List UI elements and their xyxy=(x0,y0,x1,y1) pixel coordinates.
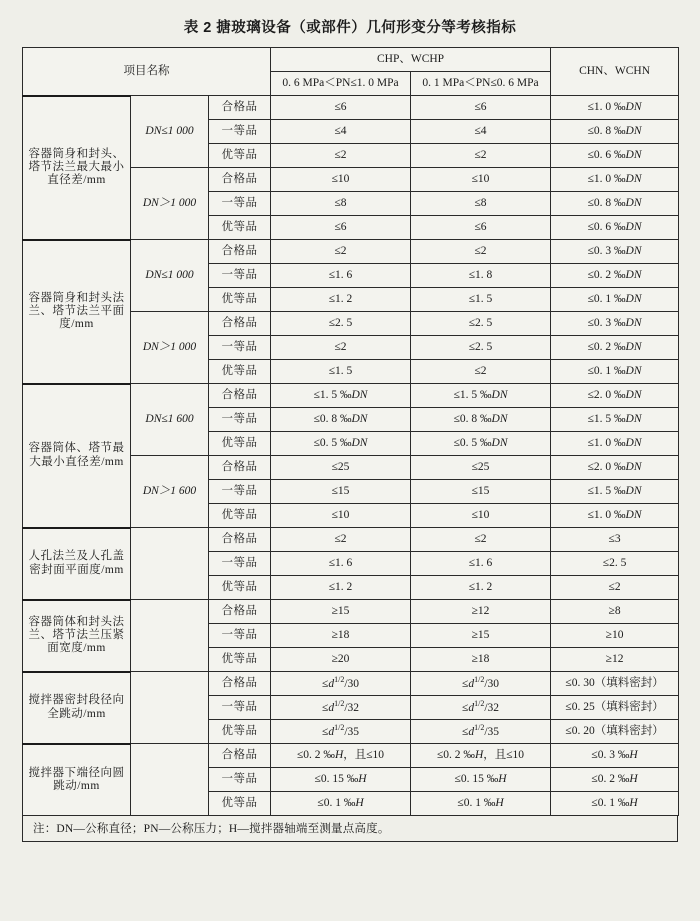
grade-cell: 优等品 xyxy=(209,144,271,168)
value-cell-chp1: $\le d^{1/2}/30$ xyxy=(271,672,411,696)
grade-cell: 优等品 xyxy=(209,432,271,456)
value-cell-chn: ≤0. 8 ‰DN xyxy=(551,120,679,144)
grade-cell: 合格品 xyxy=(209,168,271,192)
row-header-item: 容器筒身和封头、塔节法兰最大最小直径差/mm xyxy=(23,96,131,240)
value-cell-chp2: ≤15 xyxy=(411,480,551,504)
row-header-item: 搅拌器下端径向圆跳动/mm xyxy=(23,744,131,816)
table-row xyxy=(23,528,679,552)
grade-cell: 合格品 xyxy=(209,744,271,768)
value-cell-chp2: ≤1. 5 ‰DN xyxy=(411,384,551,408)
value-cell-chp2: ≤10 xyxy=(411,168,551,192)
value-cell-chp2: ≤2 xyxy=(411,528,551,552)
grade-cell: 一等品 xyxy=(209,624,271,648)
value-cell-chp1: ≤10 xyxy=(271,504,411,528)
value-cell-chp2: $\le d^{1/2}/30$ xyxy=(411,672,551,696)
value-cell-chp1: ≥18 xyxy=(271,624,411,648)
row-header-dn xyxy=(131,528,209,600)
value-cell-chn: ≤1. 0 ‰DN xyxy=(551,504,679,528)
value-cell-chn: ≤1. 0 ‰DN xyxy=(551,96,679,120)
grade-cell: 一等品 xyxy=(209,120,271,144)
value-cell-chp1: ≤2 xyxy=(271,336,411,360)
row-header-dn: DN≤1 000 xyxy=(131,96,209,168)
row-header-item: 搅拌器密封段径向全跳动/mm xyxy=(23,672,131,744)
value-cell-chp1: ≥20 xyxy=(271,648,411,672)
value-cell-chp2: ≤0. 15 ‰H xyxy=(411,768,551,792)
grade-cell: 一等品 xyxy=(209,192,271,216)
value-cell-chp1: ≥15 xyxy=(271,600,411,624)
table-row xyxy=(23,384,679,408)
table-row xyxy=(23,744,679,768)
row-header-dn: DN＞1 000 xyxy=(131,168,209,240)
table-row xyxy=(23,240,679,264)
grade-cell: 一等品 xyxy=(209,696,271,720)
value-cell-chp2: ≤1. 5 xyxy=(411,288,551,312)
value-cell-chp2: ≤2 xyxy=(411,144,551,168)
value-cell-chp1: ≤2 xyxy=(271,528,411,552)
value-cell-chp2: ≤4 xyxy=(411,120,551,144)
header-group-chn: CHN、WCHN xyxy=(551,48,679,96)
value-cell-chp2: ≤6 xyxy=(411,216,551,240)
value-cell-chp2: ≤2. 5 xyxy=(411,336,551,360)
grade-cell: 优等品 xyxy=(209,504,271,528)
value-cell-chp2: ≤1. 6 xyxy=(411,552,551,576)
row-header-dn xyxy=(131,600,209,672)
table-body xyxy=(23,96,679,816)
value-cell-chn: ≤0. 8 ‰DN xyxy=(551,192,679,216)
value-cell-chp2: ≤1. 2 xyxy=(411,576,551,600)
value-cell-chn: ≤0. 3 ‰DN xyxy=(551,312,679,336)
row-header-item: 容器筒体和封头法兰、塔节法兰压紧面宽度/mm xyxy=(23,600,131,672)
value-cell-chp2: ≤1. 8 xyxy=(411,264,551,288)
value-cell-chp1: ≤15 xyxy=(271,480,411,504)
row-header-item: 容器筒身和封头法兰、塔节法兰平面度/mm xyxy=(23,240,131,384)
value-cell-chp2: ≤0. 2 ‰H，且≤10 xyxy=(411,744,551,768)
value-cell-chn: ≤3 xyxy=(551,528,679,552)
value-cell-chp2: ≥18 xyxy=(411,648,551,672)
value-cell-chp2: ≤6 xyxy=(411,96,551,120)
grade-cell: 一等品 xyxy=(209,480,271,504)
table-row xyxy=(23,96,679,120)
value-cell-chp1: ≤1. 5 ‰DN xyxy=(271,384,411,408)
table-header xyxy=(23,48,679,96)
value-cell-chn: ≤1. 0 ‰DN xyxy=(551,432,679,456)
value-cell-chn: ≥10 xyxy=(551,624,679,648)
value-cell-chn: ≤0. 2 ‰H xyxy=(551,768,679,792)
value-cell-chp1: ≤1. 6 xyxy=(271,552,411,576)
grade-cell: 合格品 xyxy=(209,672,271,696)
value-cell-chn: ≤2 xyxy=(551,576,679,600)
value-cell-chn: ≤0. 20（填料密封） xyxy=(551,720,679,744)
value-cell-chn: ≤2. 5 xyxy=(551,552,679,576)
value-cell-chn: ≥8 xyxy=(551,600,679,624)
geometry-index-table xyxy=(22,47,679,816)
value-cell-chn: ≤0. 2 ‰DN xyxy=(551,264,679,288)
value-cell-chp1: ≤0. 8 ‰DN xyxy=(271,408,411,432)
value-cell-chp1: ≤0. 2 ‰H，且≤10 xyxy=(271,744,411,768)
value-cell-chp1: ≤10 xyxy=(271,168,411,192)
value-cell-chn: ≤0. 1 ‰DN xyxy=(551,288,679,312)
row-header-item: 容器筒体、塔节最大最小直径差/mm xyxy=(23,384,131,528)
grade-cell: 优等品 xyxy=(209,720,271,744)
value-cell-chp1: ≤1. 5 xyxy=(271,360,411,384)
value-cell-chn: ≤2. 0 ‰DN xyxy=(551,456,679,480)
value-cell-chp2: ≤2 xyxy=(411,360,551,384)
row-header-item: 人孔法兰及人孔盖密封面平面度/mm xyxy=(23,528,131,600)
value-cell-chp1: $\le d^{1/2}/35$ xyxy=(271,720,411,744)
value-cell-chp1: ≤6 xyxy=(271,216,411,240)
value-cell-chn: ≤0. 6 ‰DN xyxy=(551,216,679,240)
value-cell-chp1: $\le d^{1/2}/32$ xyxy=(271,696,411,720)
header-item-name: 项目名称 xyxy=(23,48,271,96)
value-cell-chp2: ≤0. 5 ‰DN xyxy=(411,432,551,456)
table-caption: 表 2 搪玻璃设备（或部件）几何形变分等考核指标 xyxy=(183,20,517,36)
value-cell-chn: ≤0. 30（填料密封） xyxy=(551,672,679,696)
row-header-dn: DN＞1 000 xyxy=(131,312,209,384)
grade-cell: 合格品 xyxy=(209,312,271,336)
value-cell-chp2: $\le d^{1/2}/35$ xyxy=(411,720,551,744)
value-cell-chp1: ≤1. 6 xyxy=(271,264,411,288)
grade-cell: 一等品 xyxy=(209,264,271,288)
header-group-chp: CHP、WCHP xyxy=(271,48,551,72)
grade-cell: 一等品 xyxy=(209,336,271,360)
value-cell-chn: ≤0. 3 ‰H xyxy=(551,744,679,768)
header-sub-chp-1: 0. 6 MPa＜PN≤1. 0 MPa xyxy=(271,72,411,96)
value-cell-chn: ≤0. 3 ‰DN xyxy=(551,240,679,264)
table-row xyxy=(23,672,679,696)
grade-cell: 优等品 xyxy=(209,360,271,384)
value-cell-chn: ≤1. 5 ‰DN xyxy=(551,480,679,504)
grade-cell: 优等品 xyxy=(209,576,271,600)
row-header-dn: DN≤1 600 xyxy=(131,384,209,456)
grade-cell: 合格品 xyxy=(209,96,271,120)
value-cell-chn: ≤1. 0 ‰DN xyxy=(551,168,679,192)
value-cell-chn: ≤0. 25（填料密封） xyxy=(551,696,679,720)
grade-cell: 优等品 xyxy=(209,792,271,816)
value-cell-chp1: ≤8 xyxy=(271,192,411,216)
row-header-dn xyxy=(131,672,209,744)
value-cell-chp1: ≤2 xyxy=(271,144,411,168)
value-cell-chn: ≤0. 6 ‰DN xyxy=(551,144,679,168)
value-cell-chp2: ≤2 xyxy=(411,240,551,264)
value-cell-chp2: ≤0. 1 ‰H xyxy=(411,792,551,816)
value-cell-chp2: ≤25 xyxy=(411,456,551,480)
value-cell-chn: ≤0. 1 ‰DN xyxy=(551,360,679,384)
grade-cell: 合格品 xyxy=(209,240,271,264)
grade-cell: 合格品 xyxy=(209,528,271,552)
value-cell-chp2: ≤10 xyxy=(411,504,551,528)
row-header-dn: DN≤1 000 xyxy=(131,240,209,312)
value-cell-chp2: ≤8 xyxy=(411,192,551,216)
grade-cell: 优等品 xyxy=(209,648,271,672)
value-cell-chp1: ≤1. 2 xyxy=(271,576,411,600)
value-cell-chp1: ≤4 xyxy=(271,120,411,144)
value-cell-chp2: ≥12 xyxy=(411,600,551,624)
table-note: 注：DN—公称直径；PN—公称压力；H—搅拌器轴端至测量点高度。 xyxy=(22,816,678,842)
value-cell-chn: ≤1. 5 ‰DN xyxy=(551,408,679,432)
value-cell-chp1: ≤0. 15 ‰H xyxy=(271,768,411,792)
value-cell-chp2: ≤0. 8 ‰DN xyxy=(411,408,551,432)
value-cell-chp1: ≤6 xyxy=(271,96,411,120)
grade-cell: 优等品 xyxy=(209,288,271,312)
value-cell-chn: ≥12 xyxy=(551,648,679,672)
value-cell-chp1: ≤2 xyxy=(271,240,411,264)
grade-cell: 合格品 xyxy=(209,600,271,624)
grade-cell: 合格品 xyxy=(209,456,271,480)
value-cell-chp2: $\le d^{1/2}/32$ xyxy=(411,696,551,720)
value-cell-chp1: ≤1. 2 xyxy=(271,288,411,312)
grade-cell: 一等品 xyxy=(209,552,271,576)
row-header-dn xyxy=(131,744,209,816)
grade-cell: 一等品 xyxy=(209,768,271,792)
value-cell-chp1: ≤0. 1 ‰H xyxy=(271,792,411,816)
value-cell-chn: ≤0. 1 ‰H xyxy=(551,792,679,816)
value-cell-chp1: ≤2. 5 xyxy=(271,312,411,336)
header-sub-chp-2: 0. 1 MPa＜PN≤0. 6 MPa xyxy=(411,72,551,96)
grade-cell: 一等品 xyxy=(209,408,271,432)
value-cell-chn: ≤2. 0 ‰DN xyxy=(551,384,679,408)
row-header-dn: DN＞1 600 xyxy=(131,456,209,528)
value-cell-chp2: ≥15 xyxy=(411,624,551,648)
value-cell-chp2: ≤2. 5 xyxy=(411,312,551,336)
grade-cell: 合格品 xyxy=(209,384,271,408)
value-cell-chp1: ≤0. 5 ‰DN xyxy=(271,432,411,456)
value-cell-chn: ≤0. 2 ‰DN xyxy=(551,336,679,360)
value-cell-chp1: ≤25 xyxy=(271,456,411,480)
grade-cell: 优等品 xyxy=(209,216,271,240)
table-row xyxy=(23,600,679,624)
